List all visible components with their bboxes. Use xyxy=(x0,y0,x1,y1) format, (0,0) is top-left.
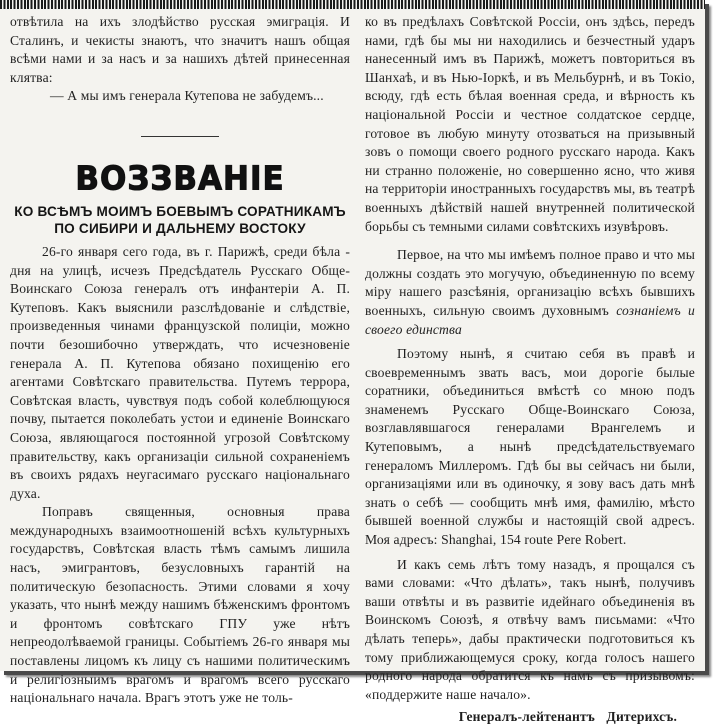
body-paragraph-1: 26-го января сего года, въ г. Парижѣ, среди бѣла - дня на улицѣ, исчезъ Предсѣдатель Русскаго Обще-Воинскаго Союза генералъ отъ инфантеріи А. П. Кутеповъ. Какъ выяснили разслѣдованіе и слѣдствіе, произведенныя чинами французской полиціи, можно почти безошибочно утверждать, что исчезновеніе генерала А. П. Кутепова обязано похищенію его агентами Совѣтскаго правительства. Путемъ террора, Совѣтская власть, чувствуя подъ собой колеблющуюся почву, пытается поколебать устои и единеніе Воинскаго Союза, являющагося постоянной угрозой Совѣтскому правительству, какъ организаціи сильной сохраненіемъ въ своихъ рядахъ неугасимаго русскаго національнаго духа. xyxy=(10,243,350,501)
quote-paragraph: — А мы имъ генерала Кутепова не забудемъ... xyxy=(50,88,324,104)
body-paragraph-3: ко въ предѣлахъ Совѣтской Россіи, онъ здѣсь, передъ нами, гдѣ бы мы ни находились и безчестный ударъ нанесенный имъ въ Парижѣ, можетъ повториться въ Шанхаѣ, и въ Нью-Іоркѣ, и въ Мельбурнѣ, и въ Токіо, всюду, гдѣ есть бѣлая военная среда, и вѣрность къ національной Россіи и честное солдатское сердце, готовое въ любую минуту отозваться на призывный зовъ о помощи своего родного русскаго народа. Какъ ни странно положеніе, но совершенно ясно, что живя на территоріи иностранныхъ государствъ мы, въ театрѣ военныхъ дѣйствій нашей внутренней политической борьбы съ темными силами совѣтскихъ изувѣровъ. xyxy=(365,14,695,234)
paragraph-4-italic-text: сознаніемъ и своего единства xyxy=(365,302,695,337)
body-paragraph-5 xyxy=(365,345,695,550)
address-text: Shanghai, 154 route Pere Robert. xyxy=(441,532,627,548)
subheading-line-1: КО ВСѢМЪ МОИМЪ БОЕВЫМЪ СОРАТНИКАМЪ xyxy=(14,203,346,219)
subheading-line-2: ПО СИБИРИ И ДАЛЬНЕМУ ВОСТОКУ xyxy=(54,220,306,236)
signature: Генералъ-лейтенантъ Дитерихсъ. xyxy=(458,709,677,725)
body-paragraph-2: Поправъ священныя, основныя права международныхъ взаимоотношеній всѣхъ культурныхъ государствъ, Совѣтская власть тѣмъ самымъ лишила насъ, эмигрантовъ, безусловныхъ гарантій на политическую безопасность. Этими словами я хочу указать, что нынѣ между нашимъ бѣженскимъ фронтомъ и фронтомъ совѣтскаго ГПУ уже нѣтъ непреодолѣваемой границы. Событіемъ 26-го января мы поставлены лицомъ къ лицу съ нашими политическимъ и религіозныимъ врагомъ и врагомъ всего русскаго національнаго начала. Врагъ этотъ уже не толь- xyxy=(10,504,350,706)
intro-paragraph: отвѣтила на ихъ злодѣйство русская эмиграція. И Сталинъ, и чекисты знаютъ, что значитъ нашъ общая всѣми нами и за насъ и за нашихъ дѣтей принесенная клятва: xyxy=(10,14,350,85)
body-paragraph-6: И какъ семь лѣтъ тому назадъ, я прощался съ вами словами: «Что дѣлать», такъ нынѣ, получивъ ваши отвѣты и въ развитіе идейнаго объединенія въ Воинскомъ Союзѣ, я отвѣчу вамъ письмами: «Что дѣлать теперь», дабы практически подготовиться къ тому приближающемуся сроку, когда голосъ нашего родного народа обратится къ намъ съ призывомъ: «поддержите наше начало». xyxy=(365,556,695,702)
right-column xyxy=(365,13,695,727)
paragraph-4-text: Первое, на что мы имѣемъ полное право и что мы должны создать это могучую, объединенную по всему міру нашего разсѣянія, организацію всѣхъ бывшихъ военныхъ, сильную своимъ духовнымъ xyxy=(365,247,695,318)
left-column xyxy=(10,13,350,708)
body-paragraph-4 xyxy=(365,246,695,339)
appeal-headline: ВОЗЗВАНІЕ xyxy=(75,160,285,198)
top-border-stripe xyxy=(0,0,705,9)
section-divider xyxy=(141,136,219,137)
paragraph-5-text: Поэтому нынѣ, я считаю себя въ правѣ и своевременнымъ звать васъ, мои дорогіе былые соратники, объединиться вмѣстѣ со мною подъ знаменемъ Русскаго Обще-Воинскаго Союза, возглавлявшагося генералами Врангелемъ и Кутеповымъ, а нынѣ предсѣдательствуемаго генераломъ Миллеромъ. Гдѣ бы вы сейчасъ ни были, организаціями или въ одиночку, я зову васъ дать мнѣ знать о себѣ — сообщить мнѣ имя, фамилію, мѣсто бывшей военной службы и настоящій свой адресъ. Моя адресъ: xyxy=(365,346,695,548)
appeal-subheading xyxy=(10,203,350,237)
